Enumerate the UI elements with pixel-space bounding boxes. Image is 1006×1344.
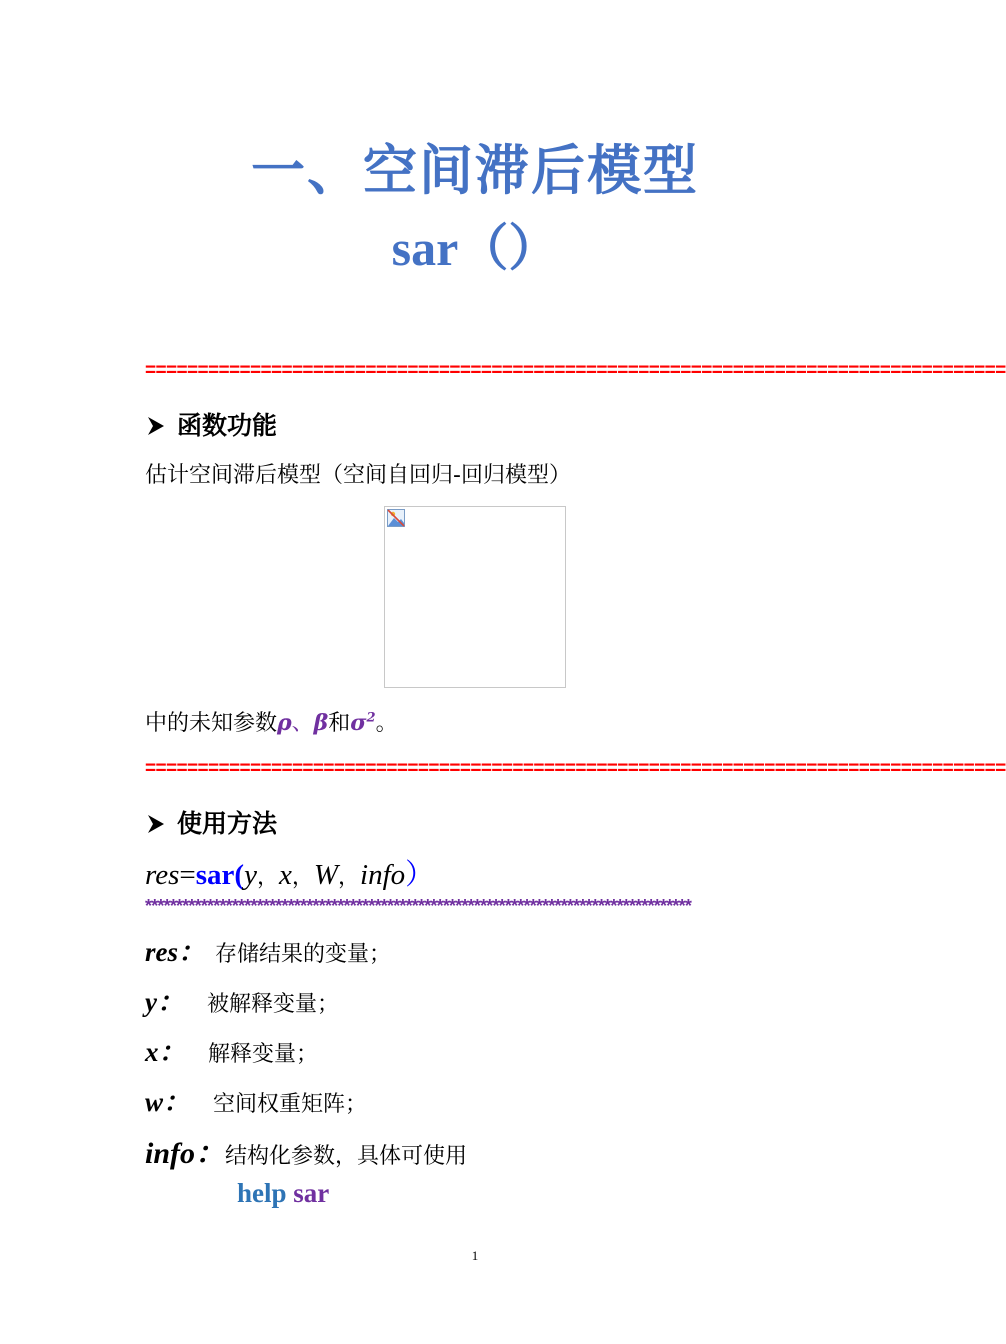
call-function-name: sar( (195, 859, 245, 891)
page-number: 1 (471, 1248, 479, 1263)
unknown-parameters-line (145, 706, 398, 737)
page-title: 一、空间滞后模型 (251, 139, 699, 202)
usage-call-signature (145, 852, 434, 893)
arrow-bullet-icon (145, 415, 167, 437)
call-arg-x: x (278, 859, 292, 891)
param-description: 结构化参数，具体可使用 (225, 1144, 468, 1169)
section-heading-usage (145, 804, 277, 840)
params-separator: 、 (291, 711, 314, 736)
call-arg-y: y (244, 859, 257, 891)
separator-equals-bottom: ================================================================================== (145, 758, 1006, 779)
param-item-y (145, 980, 339, 1019)
call-arg-w: W (313, 859, 339, 891)
call-arg-info: info (360, 859, 406, 891)
params-prefix: 中的未知参数 (145, 711, 278, 736)
separator-equals-top: ================================================================================== (145, 360, 1006, 381)
call-close-paren: ） (405, 859, 435, 891)
call-comma: ， (338, 865, 361, 890)
call-lhs: res (145, 859, 180, 891)
help-keyword: help (237, 1178, 287, 1208)
param-name: res： (145, 937, 205, 967)
param-item-info (145, 1128, 467, 1172)
param-name: info： (145, 1137, 226, 1170)
params-period: 。 (375, 711, 398, 736)
param-name: y： (145, 987, 184, 1017)
help-argument: sar (293, 1178, 330, 1208)
separator-stars: **************************************************************************************** (145, 896, 692, 916)
sigma-exponent: 2 (366, 710, 376, 726)
param-name: x： (145, 1037, 186, 1067)
param-item-x (145, 1030, 318, 1069)
param-item-w (145, 1080, 367, 1119)
param-description: 空间权重矩阵； (213, 1092, 368, 1117)
beta-symbol: β (313, 710, 329, 736)
call-comma: ， (256, 865, 279, 890)
param-description: 被解释变量； (207, 992, 340, 1017)
param-description: 解释变量； (208, 1042, 319, 1067)
section-heading-function-label: 函数功能 (177, 411, 278, 440)
arrow-bullet-icon (145, 813, 167, 835)
sigma-symbol: σ (350, 710, 367, 736)
rho-symbol: ρ (277, 710, 292, 736)
help-command (237, 1178, 329, 1209)
param-name: w： (145, 1087, 191, 1117)
param-item-res (145, 930, 391, 969)
call-equals: = (179, 859, 196, 891)
equation-image-placeholder (384, 506, 566, 688)
broken-image-icon (387, 509, 405, 527)
page-subtitle: sar（） (391, 220, 559, 276)
call-comma: ， (291, 865, 314, 890)
section-heading-function (145, 406, 277, 442)
section-heading-usage-label: 使用方法 (177, 809, 278, 838)
param-description: 存储结果的变量； (215, 942, 392, 967)
function-description: 估计空间滞后模型（空间自回归-回归模型） (145, 463, 571, 488)
params-and: 和 (328, 711, 351, 736)
